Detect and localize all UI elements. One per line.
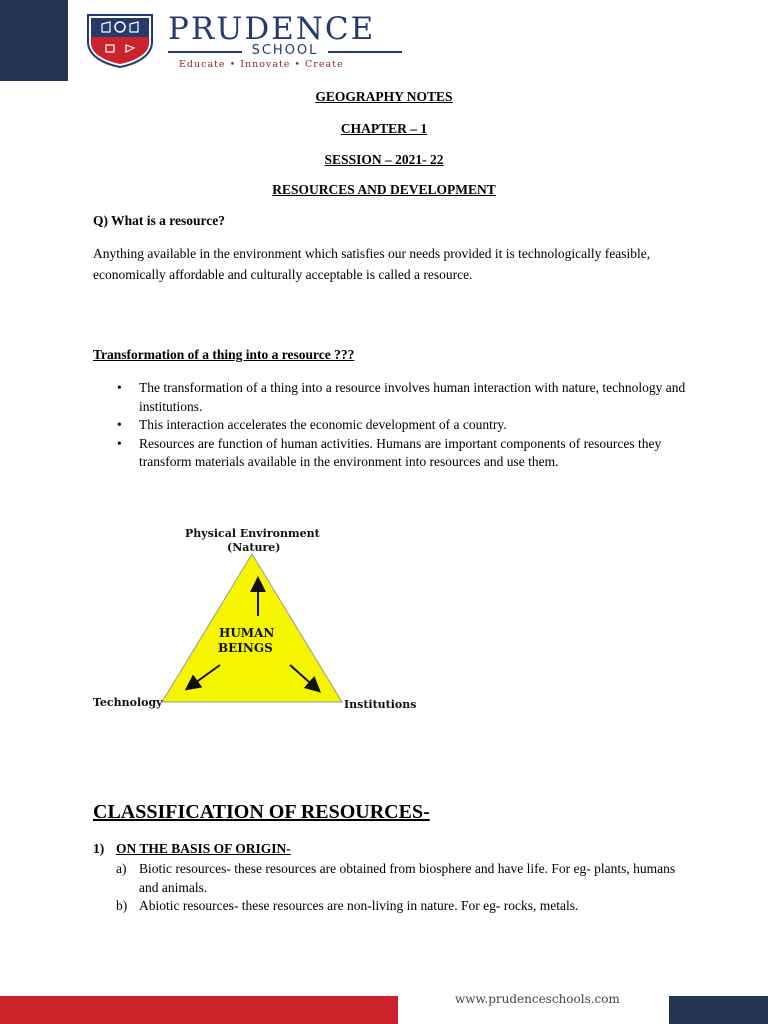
- list-item-text: Resources are function of human activities. Humans are important components of resources they transform materials available in the environment into resources and use them.: [139, 435, 662, 469]
- origin-heading: ON THE BASIS OF ORIGIN-: [116, 841, 291, 856]
- origin-list: [116, 860, 676, 916]
- bullet-icon: •: [117, 380, 122, 395]
- diagram-label-top-sub: (Nature): [227, 541, 281, 554]
- header-corner-block: [0, 0, 68, 81]
- list-item-text: This interaction accelerates the economic development of a country.: [139, 417, 507, 432]
- diagram-label-left: Technology: [93, 696, 163, 709]
- doc-topic: RESOURCES AND DEVELOPMENT: [272, 182, 496, 197]
- brand-line-right: [328, 51, 402, 53]
- doc-chapter: CHAPTER – 1: [340, 121, 428, 136]
- list-item: [93, 379, 693, 416]
- footer-red-bar: [0, 996, 398, 1024]
- diagram-center-2: BEINGS: [218, 641, 273, 655]
- list-item-text: The transformation of a thing into a resource involves human interaction with nature, technology and institutions.: [139, 380, 686, 414]
- brand-sub-wrap: [168, 43, 402, 59]
- question: Q) What is a resource?: [93, 213, 225, 228]
- list-item-letter: a): [116, 861, 127, 876]
- footer-navy-block: [669, 996, 768, 1024]
- origin-number: 1): [93, 841, 105, 856]
- list-item: [93, 435, 693, 472]
- human-environment-diagram: [88, 524, 418, 719]
- list-item: [116, 897, 676, 916]
- diagram-label-top: Physical Environment: [185, 527, 320, 540]
- classification-heading: CLASSIFICATION OF RESOURCES-: [93, 801, 430, 823]
- school-crest-icon: [84, 12, 156, 68]
- bullet-icon: •: [117, 417, 122, 432]
- footer-url: www.prudenceschools.com: [455, 992, 620, 1006]
- transformation-heading: Transformation of a thing into a resource ???: [93, 347, 355, 362]
- origin-heading-row: [93, 841, 291, 857]
- brand-tagline: Educate • Innovate • Create: [179, 59, 344, 70]
- list-item: [116, 860, 676, 897]
- transformation-list: [93, 379, 693, 472]
- diagram-center-1: HUMAN: [219, 626, 275, 640]
- doc-title: GEOGRAPHY NOTES: [315, 89, 453, 104]
- brand-name: PRUDENCE: [168, 11, 376, 47]
- list-item: [93, 416, 693, 435]
- list-item-letter: b): [116, 898, 128, 913]
- school-logo: [84, 12, 414, 68]
- doc-session: SESSION – 2021- 22: [324, 152, 444, 167]
- answer-paragraph: Anything available in the environment which satisfies our needs provided it is technologically feasible, economically affordable and culturally acceptable is called a resource.: [93, 246, 651, 282]
- list-item-text: Abiotic resources- these resources are non-living in nature. For eg- rocks, metals.: [139, 898, 579, 913]
- brand-sub: SCHOOL: [251, 43, 319, 58]
- list-item-text: Biotic resources- these resources are obtained from biosphere and have life. For eg- plants, humans and animals.: [139, 861, 676, 895]
- diagram-label-right: Institutions: [344, 698, 417, 711]
- bullet-icon: •: [117, 435, 122, 451]
